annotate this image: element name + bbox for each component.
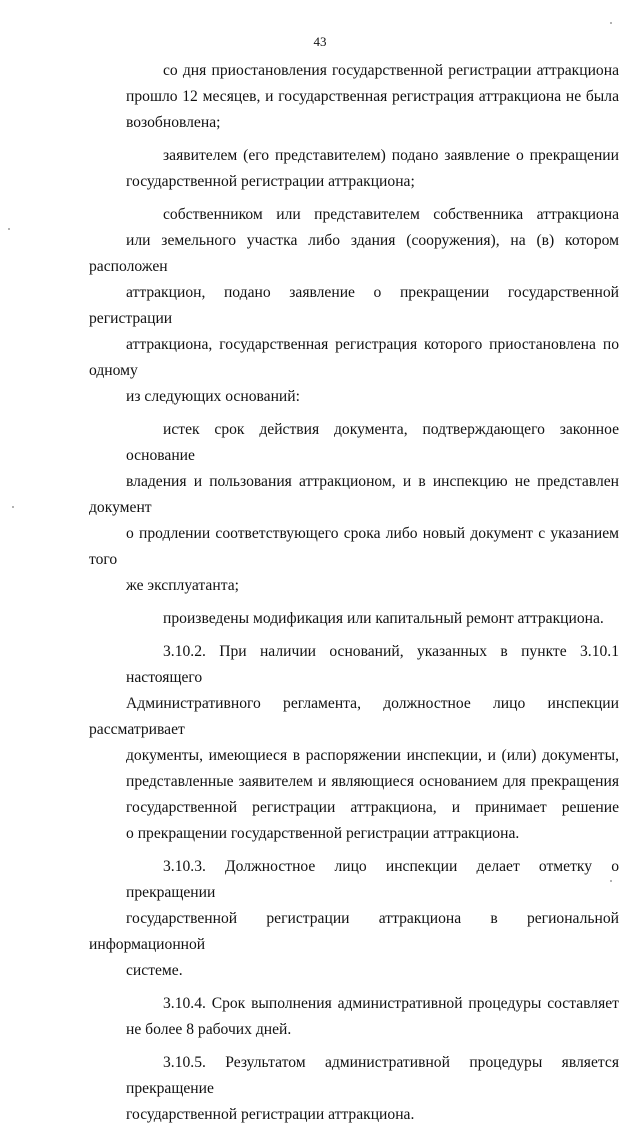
text-line: владения и пользования аттракционом, и в инспекцию не представлен документ [89, 473, 619, 516]
text-line: прошло 12 месяцев, и государственная регистрация аттракциона не была [126, 88, 619, 105]
text-line: 3.10.3. Должностное лицо инспекции делает отметку о прекращении [126, 858, 619, 901]
text-line: истек срок действия документа, подтверждающего законное основание [126, 421, 619, 464]
text-line: возобновлена; [126, 114, 221, 131]
text-line: документы, имеющиеся в распоряжении инспекции, и (или) документы, [126, 747, 619, 764]
text-line: аттракциона, государственная регистрация которого приостановлена по одному [89, 336, 619, 379]
paragraph [89, 991, 619, 1043]
text-line: произведены модификация или капитальный ремонт аттракциона. [163, 610, 604, 627]
scan-speck [610, 22, 612, 24]
text-line: представленные заявителем и являющиеся основанием для прекращения [126, 773, 619, 790]
text-line: 3.10.2. При наличии оснований, указанных в пункте 3.10.1 настоящего [126, 643, 619, 686]
paragraph [89, 639, 619, 847]
text-line: государственной регистрации аттракциона в региональной информационной [89, 910, 619, 953]
text-line: государственной регистрации аттракциона. [126, 1106, 415, 1123]
text-line: о прекращении государственной регистрации аттракциона. [126, 825, 520, 842]
page-number: 43 [313, 34, 327, 49]
text-line: аттракцион, подано заявление о прекращении государственной регистрации [89, 284, 619, 327]
paragraph [89, 58, 619, 136]
text-line: государственной регистрации аттракциона; [126, 173, 415, 190]
text-line: заявителем (его представителем) подано заявление о прекращении [163, 147, 619, 164]
text-line: 3.10.5. Результатом административной процедуры является прекращение [126, 1054, 619, 1097]
text-line: или земельного участка либо здания (сооружения), на (в) котором расположен [89, 232, 619, 275]
text-line: государственной регистрации аттракциона, и принимает решение [126, 799, 619, 816]
text-line: 3.10.4. Срок выполнения административной процедуры составляет [163, 995, 619, 1012]
paragraph [89, 143, 619, 195]
document-body [89, 58, 619, 1128]
text-line: из следующих оснований: [126, 388, 300, 405]
text-line: же эксплуатанта; [126, 577, 239, 594]
text-line: о продлении соответствующего срока либо новый документ с указанием того [89, 525, 619, 568]
paragraph [89, 202, 619, 410]
paragraph [89, 417, 619, 599]
paragraph [89, 854, 619, 984]
text-line: со дня приостановления государственной регистрации аттракциона [163, 62, 619, 79]
paragraph [89, 1050, 619, 1128]
scan-speck [12, 506, 14, 508]
text-line: системе. [126, 962, 183, 979]
paragraph [89, 606, 619, 632]
scan-speck [610, 880, 612, 882]
scan-speck [8, 228, 10, 230]
text-line: не более 8 рабочих дней. [126, 1021, 292, 1038]
text-line: собственником или представителем собственника аттракциона [163, 206, 619, 223]
text-line: Административного регламента, должностное лицо инспекции рассматривает [89, 695, 619, 738]
